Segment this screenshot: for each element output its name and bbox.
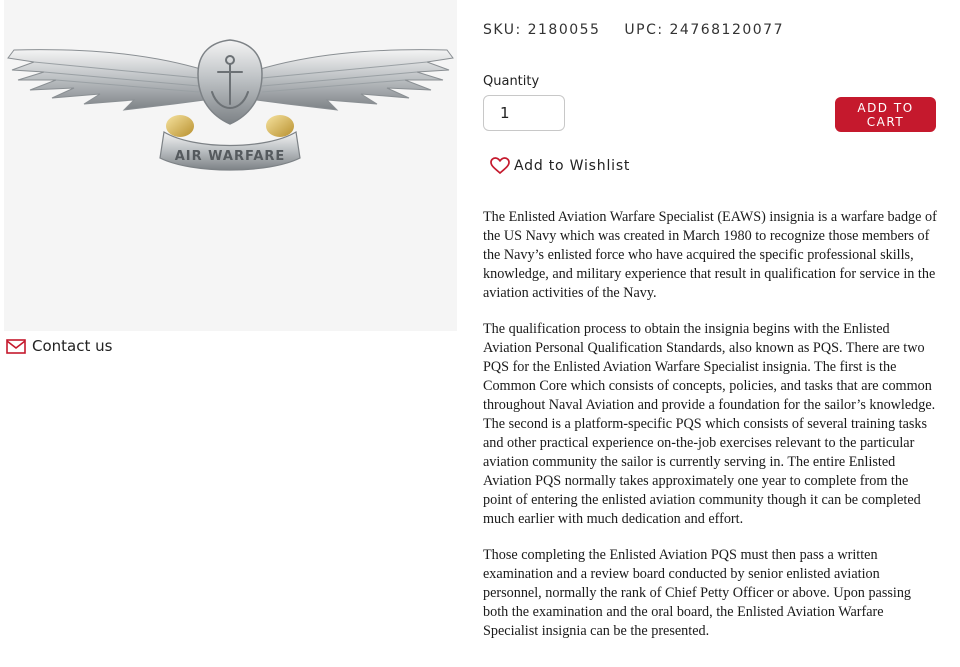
- heart-icon: [490, 157, 510, 175]
- product-image-eaws-insignia[interactable]: [4, 0, 457, 331]
- description-text-3: Those completing the Enlisted Aviation PQS must then pass a written examination and a review board conducted by senior enlisted aviation personnel, normally the rank of Chief Petty Officer or above. Upon passing both the examination and the oral board, the Enlisted Aviation Warfare Specialist insignia can be the presented.: [483, 547, 912, 639]
- description-text-2: The qualification process to obtain the insignia begins with the Enlisted Aviation Personal Qualification Standards, also known as PQS. There are two PQS for the Enlisted Aviation Warfare Specialist insignia. The first is the Common Core which consists of concepts, policies, and tasks that are common throughout Naval Aviation and provide a foundation for the sailor’s knowledge. The second is a platform-specific PQS which consists of several training tasks and other practical experience on-the-job exercises relevant to the particular aviation community the sailor is currently serving in. The entire Enlisted Aviation PQS normally takes approximately one year to complete from the point of entering the enlisted aviation community though it can be completed much earlier with much dedication and effort.: [483, 321, 936, 527]
- product-image-panel[interactable]: [4, 0, 457, 331]
- envelope-icon: [6, 338, 26, 354]
- quantity-input[interactable]: [483, 95, 565, 131]
- quantity-label: Quantity: [483, 74, 540, 89]
- add-to-wishlist-label: Add to Wishlist: [514, 158, 631, 174]
- description-paragraph-3: [483, 546, 937, 641]
- add-to-cart-button[interactable]: ADD TO CART: [835, 97, 936, 132]
- contact-us-label: Contact us: [32, 337, 113, 355]
- sku-value: 2180055: [527, 22, 601, 38]
- description-text-1: The Enlisted Aviation Warfare Specialist (EAWS) insignia is a warfare badge of the US Navy which was created in March 1980 to recognize those members of the Navy’s enlisted force who have acquired the specific professional skills, knowledge, and military experience that result in qualification for service in the aviation activities of the Navy.: [483, 209, 937, 301]
- upc-value: 24768120077: [669, 22, 784, 38]
- upc-label: UPC:: [624, 22, 664, 38]
- description-paragraph-1: [483, 208, 937, 303]
- sku-label: SKU:: [483, 22, 522, 38]
- badge-scroll-text: AIR WARFARE: [174, 149, 286, 164]
- contact-us-link[interactable]: [6, 337, 112, 355]
- add-to-wishlist-button[interactable]: [490, 157, 630, 175]
- product-identifiers: [483, 22, 784, 38]
- description-paragraph-2: [483, 320, 937, 529]
